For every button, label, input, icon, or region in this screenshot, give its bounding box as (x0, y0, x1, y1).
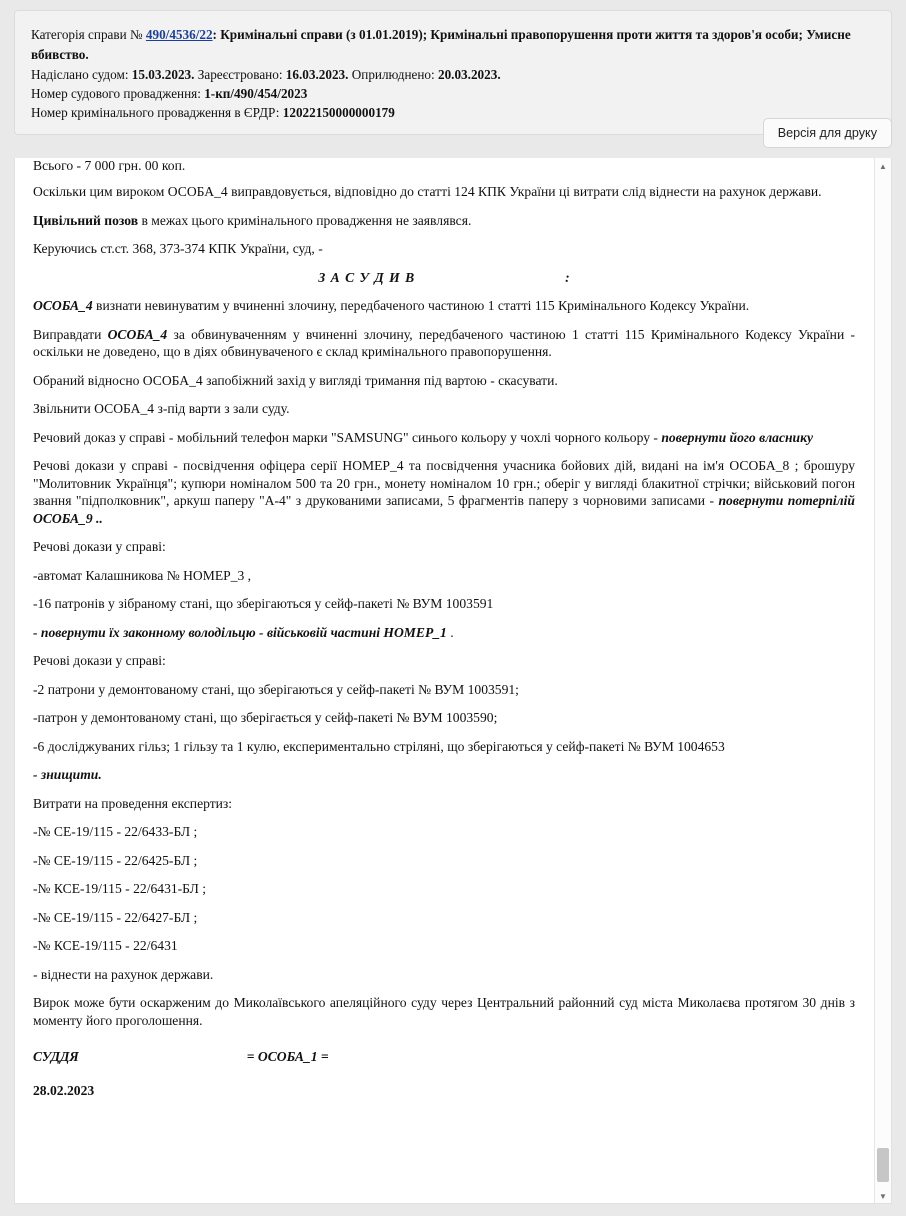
verdict-item-acquit-1-segment-0: ОСОБА_4 (33, 298, 93, 313)
document-scroll-area[interactable] (14, 158, 892, 1204)
verdict-item-evidence-2-cartridges-segment-0: -2 патрони у демонтованому стані, що зберігаються у сейф-пакеті № ВУМ 1003591; (33, 681, 519, 697)
verdict-heading (33, 258, 855, 287)
document-content (15, 158, 873, 1099)
verdict-item-expertise-3-segment-0: -№ КСЕ-19/115 - 22/6431-БЛ ; (33, 881, 207, 896)
verdict-item-acquit-2 (33, 315, 855, 361)
civil-claim-label: Цивільний позов (33, 212, 139, 228)
verdict-item-evidence-phone-segment-0: Речовий доказ у справі - мобільний телефон марки "SAMSUNG" синього кольору у чохлі чорного кольору - (33, 429, 662, 445)
case-dates-line (31, 65, 875, 84)
erdr-value: 12022150000000179 (282, 105, 395, 120)
verdict-item-evidence-1-cartridge-segment-0: -патрон у демонтованому стані, що зберігається у сейф-пакеті № ВУМ 1003590; (33, 710, 498, 725)
verdict-item-evidence-shells (33, 727, 855, 756)
case-category-label: Категорія справи № (31, 27, 143, 42)
verdict-item-release-segment-0: Звільнити ОСОБА_4 з-під варти з зали суду. (33, 401, 290, 416)
verdict-item-expertise-4-segment-0: -№ СЕ-19/115 - 22/6427-БЛ ; (33, 909, 198, 925)
verdict-item-release (33, 389, 855, 418)
verdict-item-expertise-5-segment-0: -№ КСЕ-19/115 - 22/6431 (33, 938, 178, 953)
vertical-scrollbar[interactable] (874, 158, 891, 1204)
verdict-item-evidence-documents-segment-0: Речові докази у справі - посвідчення офіцера серії НОМЕР_4 та посвідчення учасника бойових дій, видані на ім'я ОСОБА_8 ; брошуру "Молитовник Українця"; купюри номіналом 500 та 20 грн., монету номіналом 10 грн.; оберіг у вигляді блакитної стрічки; військовий погон звання "підполковник", аркуш паперу "А-4" з друкованими записами, 5 фрагментів паперу з чорновими записами - (33, 458, 855, 508)
verdict-date: 28.02.2023 (33, 1083, 95, 1098)
scrollbar-thumb[interactable] (877, 1148, 889, 1182)
verdict-item-evidence-phone-segment-1: повернути його власнику (661, 429, 814, 445)
verdict-item-expertise-head-segment-0: Витрати на проведення експертиз: (33, 795, 233, 811)
verdict-item-evidence-rifle (33, 556, 855, 585)
verdict-item-destroy (33, 755, 855, 784)
verdict-item-acquit-2-segment-1: ОСОБА_4 (107, 326, 168, 342)
published-label: Оприлюднено: (351, 67, 435, 82)
verdict-item-acquit-2-segment-0: Виправдати (33, 326, 108, 342)
verdict-item-acquit-2-segment-2: за обвинуваченням у вчиненні злочину, передбаченого частиною 1 статті 115 Кримінального Кодексу України - оскільки не доведено, що в діях обвинуваченого є склад кримінального правопорушення. (33, 326, 855, 359)
verdict-item-expenses-state-segment-0: - віднести на рахунок держави. (33, 966, 214, 982)
case-category-text: : Кримінальні справи (з 01.01.2019); Кримінальні правопорушення проти життя та здоров'я особи; Умисне вбивство. (31, 27, 851, 62)
case-metadata-card (14, 10, 892, 135)
judge-label: СУДДЯ (33, 1049, 79, 1064)
scroll-up-icon[interactable]: ▲ (879, 161, 887, 171)
proceeding-number-line (31, 84, 875, 103)
verdict-item-evidence-list-2-head (33, 641, 855, 670)
verdict-item-expertise-1-segment-0: -№ СЕ-19/115 - 22/6433-БЛ ; (33, 824, 198, 839)
verdict-heading-colon: : (565, 269, 570, 285)
verdict-item-evidence-documents-segment-1: повернути потерпілій ОСОБА_9 .. (33, 493, 855, 526)
verdict-items-list (33, 286, 855, 1029)
verdict-item-expertise-4 (33, 898, 855, 927)
verdict-item-evidence-phone (33, 418, 855, 447)
verdict-item-evidence-documents (33, 446, 855, 527)
verdict-item-appeal (33, 983, 855, 1029)
erdr-label: Номер кримінального провадження в ЄРДР: (31, 105, 280, 120)
civil-claim-text: в межах цього кримінального провадження не заявлявся. (138, 212, 472, 228)
verdict-item-return-military-segment-0: - повернути їх законному володільцю - військовій частині НОМЕР_1 (33, 624, 447, 640)
verdict-item-expertise-2-segment-0: -№ СЕ-19/115 - 22/6425-БЛ ; (33, 852, 198, 868)
print-version-button[interactable]: Версія для друку (763, 118, 892, 148)
sent-value: 15.03.2023. (131, 67, 195, 82)
verdict-item-evidence-rifle-segment-0: -автомат Калашникова № НОМЕР_3 , (33, 567, 252, 583)
verdict-item-evidence-1-cartridge (33, 698, 855, 727)
verdict-item-expertise-3 (33, 869, 855, 898)
registered-value: 16.03.2023. (285, 67, 349, 82)
toolbar (14, 118, 892, 156)
clipped-previous-line: Всього - 7 000 грн. 00 коп. (33, 158, 186, 172)
judge-signature-row (33, 1029, 855, 1065)
verdict-item-measure (33, 361, 855, 390)
verdict-item-acquit-1 (33, 286, 855, 315)
proceeding-label: Номер судового провадження: (31, 86, 201, 101)
verdict-item-expertise-head (33, 784, 855, 813)
verdict-item-evidence-2-cartridges (33, 670, 855, 699)
verdict-item-return-military-segment-1: . (446, 624, 454, 640)
verdict-item-destroy-segment-0: - знищити. (33, 767, 102, 782)
published-value: 20.03.2023. (437, 67, 501, 82)
case-category-line (31, 25, 875, 65)
verdict-item-expertise-5 (33, 926, 855, 955)
verdict-item-evidence-list-2-head-segment-0: Речові докази у справі: (33, 653, 166, 668)
verdict-item-expertise-1 (33, 812, 855, 841)
verdict-item-return-military (33, 613, 855, 642)
registered-label: Зареєстровано: (197, 67, 283, 82)
verdict-item-expenses-state (33, 955, 855, 984)
verdict-item-evidence-list-1-head (33, 527, 855, 556)
verdict-item-appeal-segment-0: Вирок може бути оскарженим до Миколаївського апеляційного суду через Центральний районний суд міста Миколаєва протягом 30 днів з моменту його проголошення. (33, 995, 855, 1028)
case-number-link[interactable]: 490/4536/22 (145, 27, 213, 42)
civil-claim-paragraph (33, 201, 855, 230)
scroll-down-icon[interactable]: ▼ (879, 1191, 887, 1201)
guided-by-paragraph: Керуючись ст.ст. 368, 373-374 КПК України, суд, - (33, 241, 323, 256)
verdict-item-acquit-1-segment-1: визнати невинуватим у вчиненні злочину, передбаченого частиною 1 статті 115 Кримінального Кодексу України. (92, 298, 750, 313)
costs-paragraph: Оскільки цим вироком ОСОБА_4 виправдовується, відповідно до статті 124 КПК України ці витрати слід віднести на рахунок держави. (33, 184, 822, 199)
verdict-item-evidence-list-1-head-segment-0: Речові докази у справі: (33, 539, 166, 554)
verdict-item-expertise-2 (33, 841, 855, 870)
sent-label: Надіслано судом: (31, 67, 129, 82)
verdict-item-evidence-cartridges-segment-0: -16 патронів у зібраному стані, що зберігаються у сейф-пакеті № ВУМ 1003591 (33, 596, 494, 611)
proceeding-value: 1-кп/490/454/2023 (204, 86, 308, 101)
verdict-heading-text: З А С У Д И В (318, 269, 416, 285)
judge-name: = ОСОБА_1 = (246, 1049, 329, 1064)
verdict-item-evidence-shells-segment-0: -6 досліджуваних гільз; 1 гільзу та 1 кулю, експериментально стріляні, що зберігаються у сейф-пакеті № ВУМ 1004653 (33, 738, 725, 754)
verdict-item-evidence-cartridges (33, 584, 855, 613)
verdict-item-measure-segment-0: Обраний відносно ОСОБА_4 запобіжний захід у вигляді тримання під вартою - скасувати. (33, 372, 558, 388)
